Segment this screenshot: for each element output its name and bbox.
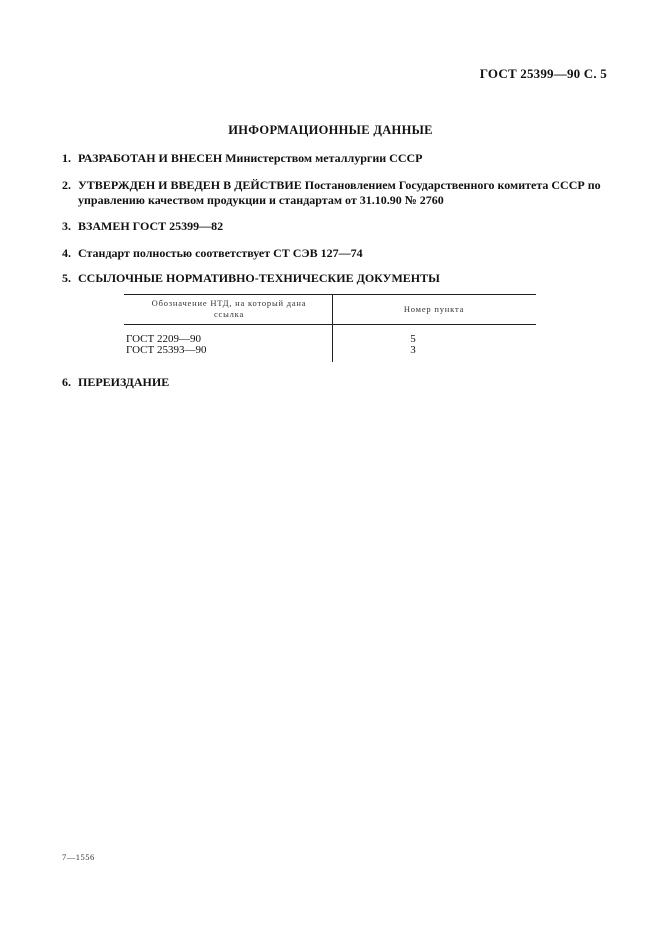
item-heading: ССЫЛОЧНЫЕ НОРМАТИВНО-ТЕХНИЧЕСКИЕ ДОКУМЕНТЫ <box>78 271 440 285</box>
row-point: 3 <box>410 344 416 356</box>
item-number: 3. <box>62 219 71 233</box>
item-text: Постановлением Государственного комитета СССР по <box>301 178 601 192</box>
table-row <box>124 344 536 356</box>
info-item-2 <box>62 178 601 208</box>
row-document: ГОСТ 2209—90 <box>126 333 201 345</box>
column-header-document: Обозначение НТД, на который дана ссылка <box>151 298 307 319</box>
item-heading: Стандарт полностью соответствует СТ СЭВ 127—74 <box>78 246 363 260</box>
page-header-code: ГОСТ 25399—90 С. 5 <box>479 66 607 81</box>
reference-documents-table <box>124 294 536 362</box>
column-header-point: Номер пункта <box>403 304 465 314</box>
footer-print-code: 7—1556 <box>62 852 95 862</box>
item-number: 4. <box>62 246 71 260</box>
item-heading: УТВЕРЖДЕН И ВВЕДЕН В ДЕЙСТВИЕ <box>78 178 302 192</box>
item-number: 6. <box>62 375 71 389</box>
row-point: 5 <box>410 333 416 345</box>
info-item-3 <box>62 219 601 234</box>
item-number: 5. <box>62 271 71 285</box>
info-item-6 <box>62 375 601 390</box>
info-item-4 <box>62 246 601 261</box>
item-heading: ПЕРЕИЗДАНИЕ <box>78 375 170 389</box>
table-header-rule <box>124 324 536 325</box>
section-title: ИНФОРМАЦИОННЫЕ ДАННЫЕ <box>228 123 433 137</box>
row-document: ГОСТ 25393—90 <box>126 344 207 356</box>
item-text: Министерством металлургии СССР <box>222 151 423 165</box>
item-heading: ВЗАМЕН ГОСТ 25399—82 <box>78 219 224 233</box>
table-top-rule <box>124 294 536 295</box>
item-number: 2. <box>62 178 71 192</box>
item-heading: РАЗРАБОТАН И ВНЕСЕН <box>78 151 223 165</box>
item-number: 1. <box>62 151 71 165</box>
item-text-continuation: управлению качеством продукции и стандартам от 31.10.90 № 2760 <box>78 193 444 207</box>
info-item-5 <box>62 271 601 286</box>
info-item-1 <box>62 151 601 166</box>
